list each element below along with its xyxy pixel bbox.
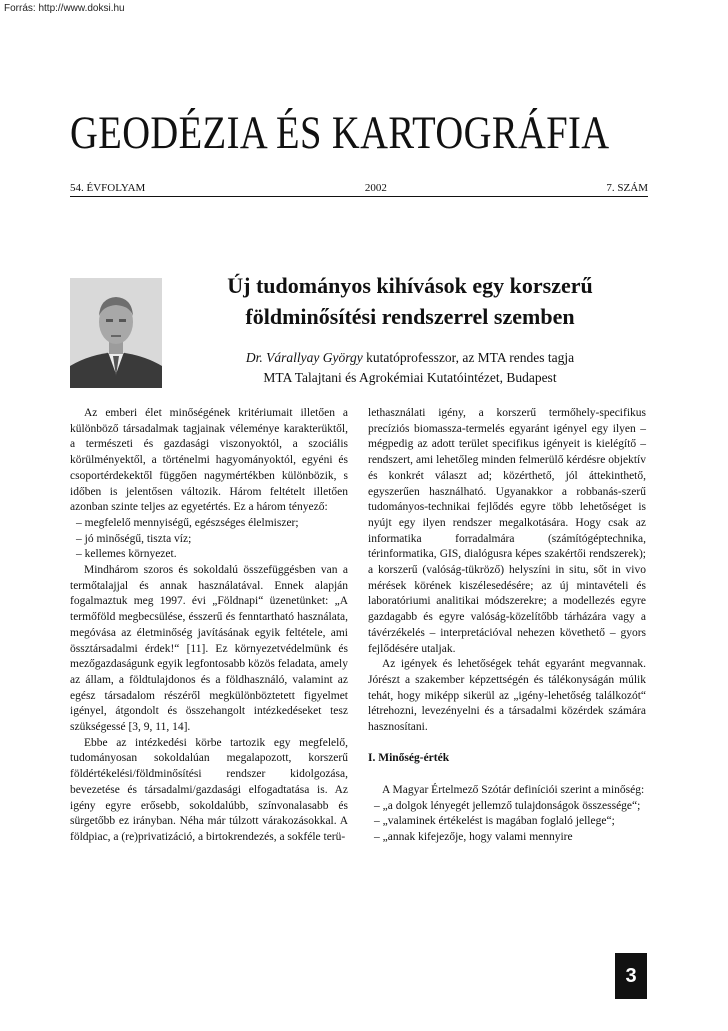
- year: 2002: [364, 182, 387, 194]
- author-name: Dr. Várallyay György: [245, 350, 363, 365]
- list-item: – „a dolgok lényegét jellemző tulajdonságok összessége“;: [374, 799, 641, 812]
- list-item: – kellemes környezet.: [76, 548, 177, 561]
- paragraph: Ebbe az intézkedési körbe tartozik egy megfelelő, tudományosan sokoldalúan megalapozott, korszerű földértékelési/földminősítési rendszer kidolgozása, bevezetése és társadalmi/gazdasági elfogadtatása is. Az igény egyre erősebb, sokoldalúbb, színvonalasabb és sürgetőbb ez irányban. Néha már túlzott várakozásokkal. A földpiac, a (re)privatizáció, a birtokrendezés, a sokféle terü-: [70, 736, 348, 843]
- source-note: Forrás: http://www.doksi.hu: [4, 3, 125, 14]
- affiliation: MTA Talajtani és Agrokémiai Kutatóintézet, Budapest: [263, 370, 557, 385]
- right-column: [368, 406, 646, 846]
- list-item: – „valaminek értékelést is magában foglaló jellege“;: [374, 815, 615, 828]
- paragraph: A Magyar Értelmező Szótár definíciói szerint a minőség:: [382, 783, 645, 796]
- list-item: – megfelelő mennyiségű, egészséges élelmiszer;: [76, 516, 299, 529]
- paragraph: Az emberi élet minőségének kritériumait illetően a különböző társadalmak tagjainak véleménye karakterüktől, a természeti és gazdasági viszonyoktól, a szociális körülményektől, a történelmi hagyományoktól, egyéni és csoportérdekektől függően nagymértékben különbözik, s időben is jelentősen változik. Három feltételt illetően azonban szinte teljes az egyetértés. Ez a három tényező:: [70, 407, 348, 514]
- header-rule: [70, 196, 648, 197]
- section-heading: I. Minőség-érték: [368, 752, 450, 765]
- list-item: – „annak kifejezője, hogy valami mennyire: [374, 830, 573, 843]
- title-line-2: földminősítési rendszerrel szemben: [245, 304, 575, 329]
- title-line-1: Új tudományos kihívások egy korszerű: [227, 273, 593, 298]
- author-photo: [70, 278, 162, 388]
- issue-info: [70, 182, 648, 194]
- author-role: kutatóprofesszor, az MTA rendes tagja: [362, 350, 575, 365]
- volume: 54. ÉVFOLYAM: [70, 182, 146, 194]
- portrait-image: [70, 278, 162, 388]
- paragraph: lethasználati igény, a korszerű termőhely-specifikus precíziós biomassza-termelés egyaránt igényel egy ilyen – mégpedig az adott terület specifikus igényeit is kielégítő – rendszert, ami lehetőleg minden felmerülő kérdésre objektív és konkrét választ ad; közérthető, jól áttekinthető, egyszerűen használható. Ugyanakkor a robbanás-szerű tudományos-technikai fejlődés egyre több lehetőséget is nyújt egy ilyen rendszer megalkotására. Hogy csak az informatika forradalmára (számítógéptechnika, térinformatika, GIS, dialógusra képes szakértői rendszerek); a korszerű (valóság-tükröző) helyszíni in situ, sőt in vivo mérések körének kiszélesedésére; az új mintavételi és laboratóriumi analitikai módszerekre; a modellezés egyre gazdagabb és egyre valóság-közelítőbb tárházára vagy a távérzékelés – interpretációval nehezen követhető – gyors fejlődésére utaljak.: [368, 407, 646, 655]
- paragraph: Az igények és lehetőségek tehát egyaránt megvannak. Jórészt a szakember képzettségén és tálékonyságán múlik tehát, hogy miképp sikerül az „igény-lehetőség találkozót“ létrehozni, levezényelni és a társadalmi közérdek számára hasznosítani.: [368, 658, 646, 734]
- list-item: – jó minőségű, tiszta víz;: [76, 532, 192, 545]
- journal-title: GEODÉZIA ÉS KARTOGRÁFIA: [70, 107, 610, 159]
- page-number: 3: [615, 953, 647, 999]
- byline: [170, 348, 650, 388]
- left-column: [70, 406, 348, 846]
- paragraph: Mindhárom szoros és sokoldalú összefüggésben van a termőtalajjal és annak használatával. Ennek alapján fogalmaztuk meg 1997. évi „Földnapi“ üzenetünket: „A termőföld megbecsülése, ésszerű és fenntartható használata, megóvása az életminőség javításának egyik feltétele, ami össztársadalmi érdek!“ [11]. Ez környezetvédelmünk és mezőgazdaságunk egyik legfontosabb közös feladata, amely az állam, a földtulajdonos és a földhasználó, valamint az egész társadalom részéről megkülönböztetett figyelmet igényel, átgondolt és összehangolt intézkedéseket tesz szükségessé [3, 9, 11, 14].: [70, 564, 348, 734]
- issue-number: 7. SZÁM: [606, 182, 648, 194]
- article-title: [170, 270, 650, 332]
